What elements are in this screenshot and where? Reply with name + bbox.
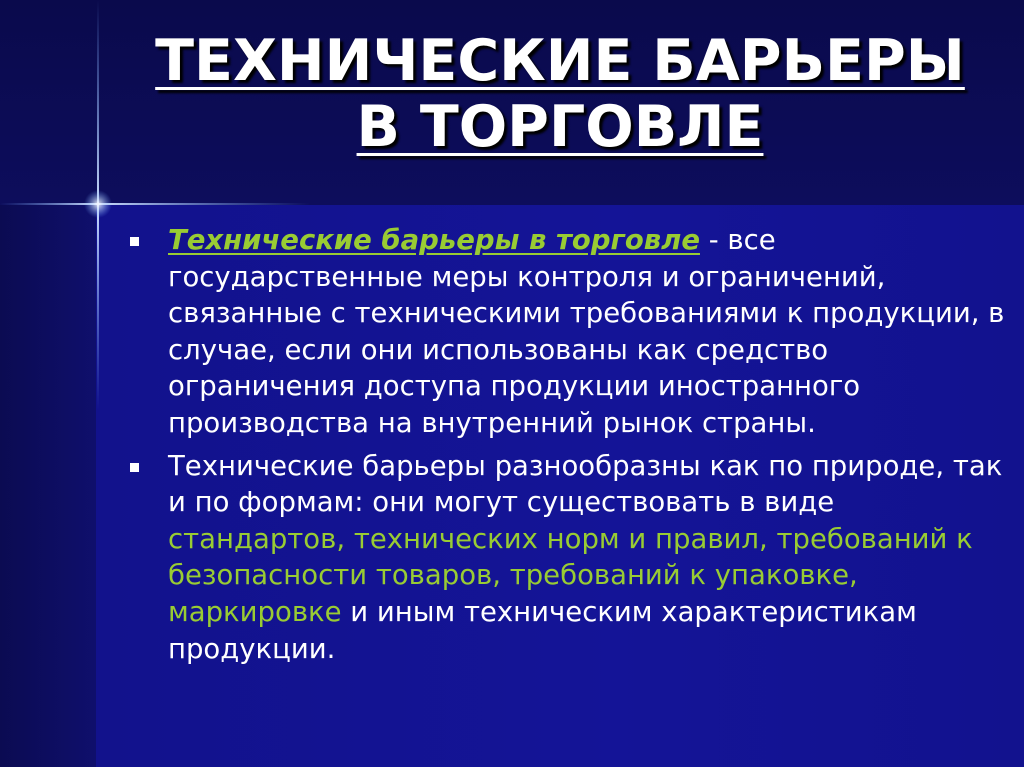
slide-title (120, 28, 1000, 160)
bullet-definition (128, 222, 1008, 442)
forms-text-after: и иным техническим характеристикам продукции. (168, 595, 917, 665)
left-band (0, 205, 96, 767)
forms-highlighted-text: стандартов, технических норм и правил, требований к безопасности товаров, требований к упаковке, маркировке (168, 522, 973, 628)
forms-text-before: Технические барьеры разнообразны как по природе, так и по формам: они могут существовать в виде (168, 449, 1003, 519)
square-bullet-icon (130, 463, 139, 472)
bullet-forms (128, 448, 1008, 668)
title-line-1: ТЕХНИЧЕСКИЕ БАРЬЕРЫ (155, 28, 965, 94)
slide-body (128, 222, 1008, 673)
definition-text: - все государственные меры контроля и ограничений, связанные с техническими требованиями к продукции, в случае, если они использованы как средство ограничения доступа продукции иностранного производства на внутренний рынок страны. (168, 224, 1005, 439)
title-line-2: В ТОРГОВЛЕ (356, 94, 764, 160)
defined-term: Технические барьеры в торговле (168, 224, 700, 256)
square-bullet-icon (130, 237, 139, 246)
